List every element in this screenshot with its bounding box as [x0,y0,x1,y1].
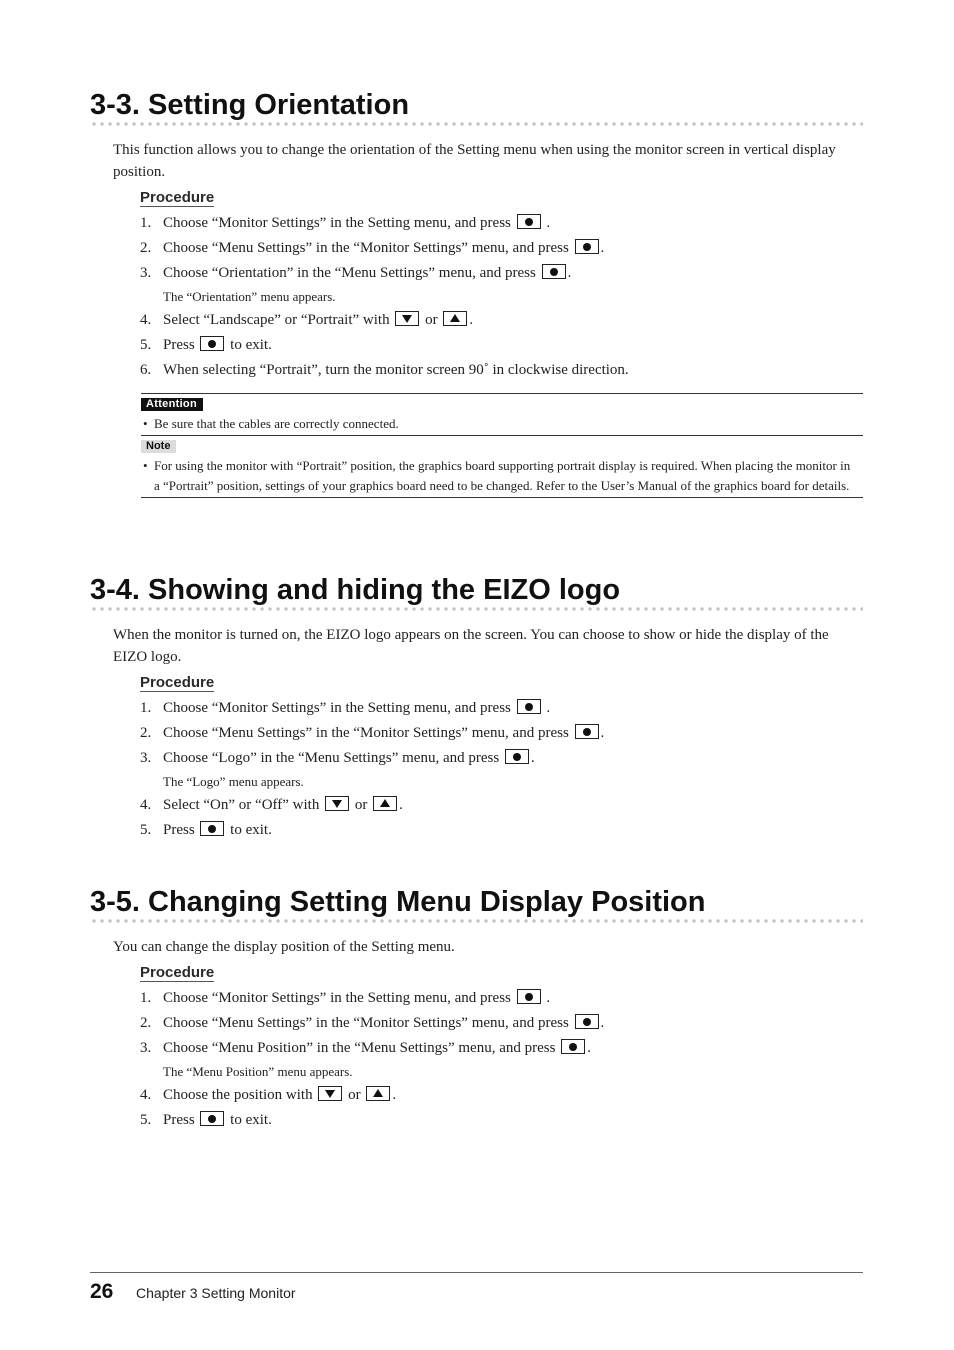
enter-button-icon [200,821,224,836]
step-item: 1. Choose “Monitor Settings” in the Setting menu, and press . [140,215,551,231]
step-item: 2. Choose “Menu Settings” in the “Monitor Settings” menu, and press . [140,1015,605,1031]
enter-button-icon [575,239,599,254]
enter-button-icon [542,264,566,279]
section-heading: 3-4. Showing and hiding the EIZO logo [90,574,621,606]
enter-button-icon [505,749,529,764]
section-menu-position [90,885,863,1133]
section-setting-orientation [90,88,863,383]
down-button-icon [325,796,349,811]
enter-button-icon [517,989,541,1004]
up-button-icon [443,311,467,326]
procedure-steps [140,986,863,1133]
step-item: 2. Choose “Menu Settings” in the “Monitor Settings” menu, and press . [140,725,605,741]
step-item: 6. When selecting “Portrait”, turn the monitor screen 90˚ in clockwise direction. [140,362,629,378]
box-top-rule [141,393,863,394]
up-button-icon [373,796,397,811]
procedure-label: Procedure [140,189,215,206]
note-label: Note [141,440,176,453]
section-intro: You can change the display position of the Setting menu. [113,939,455,955]
step-item: 3. Choose “Menu Position” in the “Menu Settings” menu, and press . [140,1040,591,1056]
enter-button-icon [200,1111,224,1126]
step-sub-note: The “Menu Position” menu appears. [163,1064,353,1079]
procedure-label: Procedure [140,674,215,691]
section-heading: 3-5. Changing Setting Menu Display Position [90,886,706,918]
enter-button-icon [561,1039,585,1054]
step-sub-note: The “Orientation” menu appears. [163,289,336,304]
step-item: 2. Choose “Menu Settings” in the “Monitor Settings” menu, and press . [140,240,605,256]
up-button-icon [366,1086,390,1101]
step-item: 5. Press to exit. [140,822,272,838]
step-item: 5. Press to exit. [140,337,272,353]
section-intro: When the monitor is turned on, the EIZO logo appears on the screen. You can choose to show or hide the display of the EIZO logo. [113,627,829,665]
step-item: 1. Choose “Monitor Settings” in the Setting menu, and press . [140,990,551,1006]
procedure-label: Procedure [140,964,215,981]
page-footer [90,1272,863,1303]
step-sub-note: The “Logo” menu appears. [163,774,304,789]
section-eizo-logo [90,573,863,843]
note-text: • For using the monitor with “Portrait” position, the graphics board supporting portrait display is required. When placing the monitor in a “Portrait” position, settings of your graphics board need to be changed. Refer to the User’s Manual of the graphics board for details. [141,456,859,496]
attention-note-box [141,393,863,498]
procedure-steps [140,211,863,383]
footer-rule [90,1272,863,1273]
enter-button-icon [517,214,541,229]
box-bottom-rule [141,497,863,498]
down-button-icon [318,1086,342,1101]
chapter-title: Chapter 3 Setting Monitor [136,1285,296,1301]
step-item: 5. Press to exit. [140,1112,272,1128]
enter-button-icon [575,724,599,739]
down-button-icon [395,311,419,326]
step-item: 4. Choose the position with or . [140,1087,397,1103]
section-intro: This function allows you to change the orientation of the Setting menu when using the monitor screen in vertical display position. [113,142,836,180]
attention-label: Attention [141,398,203,411]
step-item: 4. Select “Landscape” or “Portrait” with or . [140,312,474,328]
page-number: 26 [90,1280,114,1303]
step-item: 1. Choose “Monitor Settings” in the Setting menu, and press . [140,700,551,716]
enter-button-icon [575,1014,599,1029]
procedure-steps [140,696,863,843]
attention-text: • Be sure that the cables are correctly connected. [141,414,863,434]
enter-button-icon [200,336,224,351]
enter-button-icon [517,699,541,714]
section-heading: 3-3. Setting Orientation [90,89,410,121]
step-item: 3. Choose “Orientation” in the “Menu Settings” menu, and press . [140,265,572,281]
step-item: 4. Select “On” or “Off” with or . [140,797,403,813]
box-divider-rule [141,435,863,436]
step-item: 3. Choose “Logo” in the “Menu Settings” menu, and press . [140,750,535,766]
